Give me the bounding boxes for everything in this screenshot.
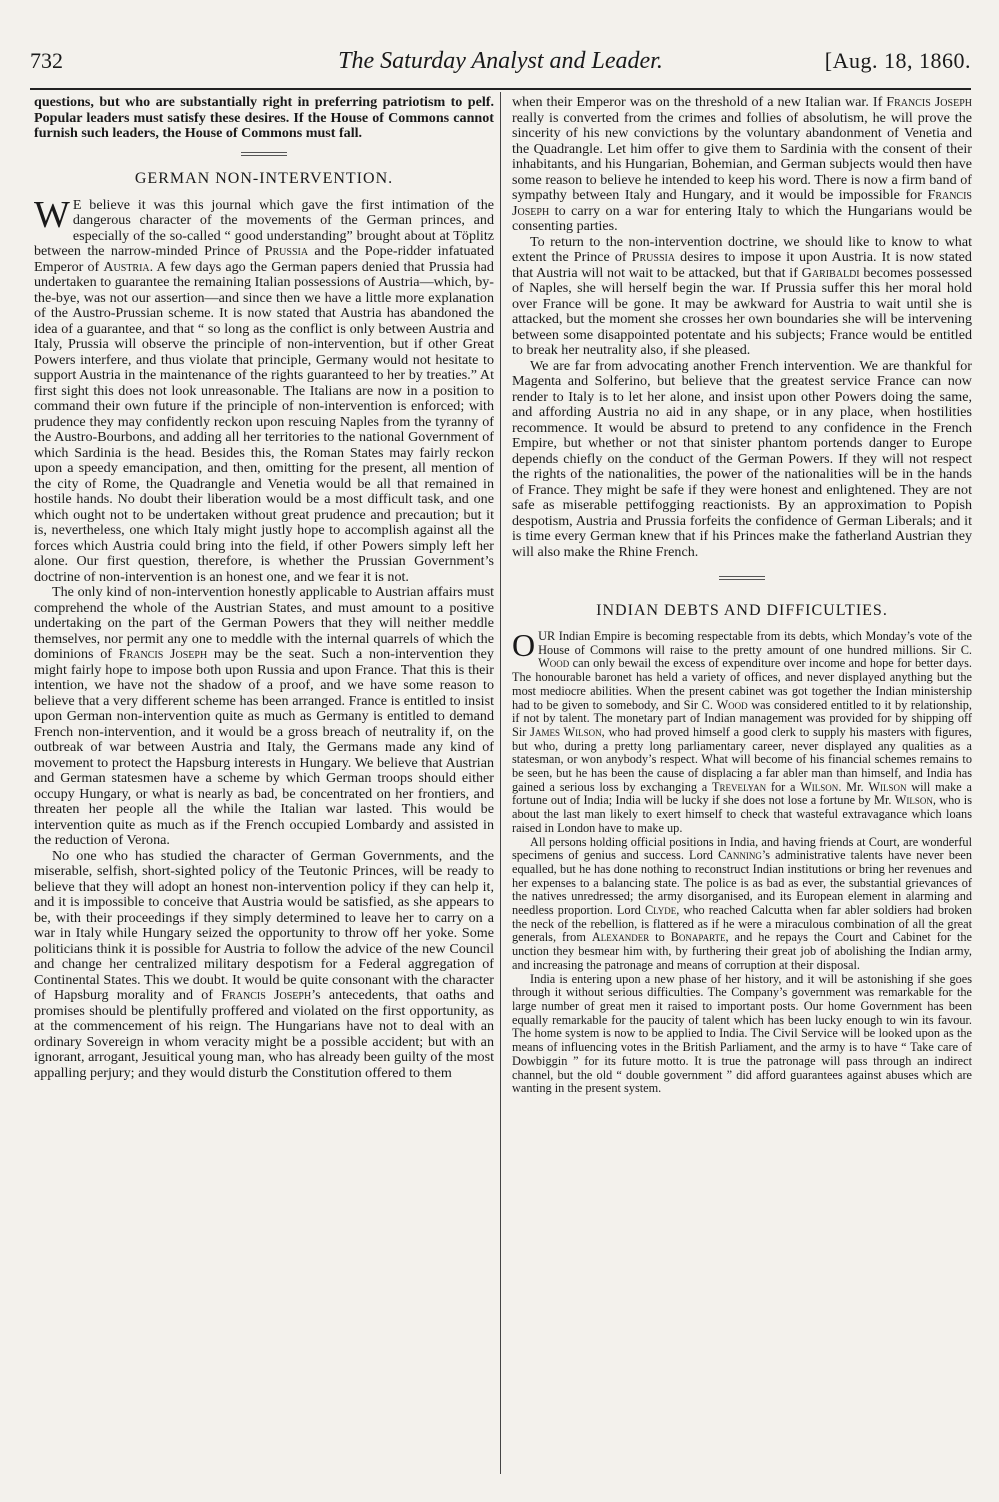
- text-run: will make a fortune out of India; India will be lucky if she does not lose a fortune by Mr.: [512, 779, 972, 808]
- column-divider: [500, 92, 501, 1474]
- text-run: and the Pope-ridder infatuated Emperor of: [34, 243, 494, 275]
- issue-date: [Aug. 18, 1860.: [824, 48, 971, 73]
- text-run: ’s administrative talents have never been equalled, but he has done nothing to reconstruct Indian institutions or bring her revenues and her expenses to a balancing state. The police is as bad as ever, the substantial grievances of the natives unredressed; the army disorganised, and its European element in alarming and needless proportion. Lord: [512, 848, 972, 918]
- name-wood: Wood: [538, 656, 570, 671]
- article-paragraph: India is entering upon a new phase of her history, and it will be astonishing if she goes through it without serious difficulties. The Company’s government was remarkable for the large number of great men it raised to important posts. Our home Government has been equally remarkable for the paucity of talent which has been lucky enough to win its favour. The home system is now to be applied to India. The Civil Service will be looked upon as the means of influencing votes in the British Parliament, and the army is to have “ Take care of Dowbiggin ” for its future motto. It is true the patronage will pass through an indirect channel, but the old “ double government ” did afford guarantees against abuses which are wanting in the present system.: [512, 971, 972, 1096]
- text-run: to carry on a war for entering Italy to which the Hungarians would be consenting parties.: [512, 202, 972, 234]
- text-run: , who had proved himself a good clerk to supply his masters with figures, but who, during a pretty long parliamentary career, never displayed any qualities as a statesman, or won anybody’s respect. What will become of his financial schemes remains to be seen, but he has been the cause of displacing a far abler man than himself, and India has gained a serious loss by exchanging a: [512, 724, 972, 794]
- name-austria: Austria: [103, 258, 150, 275]
- text-run: really is converted from the crimes and follies of absolutism, he will prove the sincerity of his new convictions by the voluntary abandonment of Venetia and the Quadrangle. Let him offer to give them to Sardinia with the consent of their inhabitants, and his Hungarian, Bohemian, and German subjects would then have some reason to believe he intended to keep his word. There is now a firm band of sympathy between Italy and Hungary, and it would be impossible for: [512, 109, 972, 203]
- text-run: No one who has studied the character of German Governments, and the miserable, selfish, short-sighted policy of the Teutonic Princes, will be ready to believe that they will adopt an honest non-intervention policy if they can help it, and it is impossible to conceive that Austria would be satisfied, as she appears to be, with their proceedings if they simply determined to leave her to carry on a war in Italy while Hungary seized the opportunity to throw off her yoke. Some politicians think it is possible for Austria to follow the advice of the new Council and change her centralized military despotism for a Federal aggregation of Continental States. This we doubt. It would be quite consonant with the character of Hapsburg morality and of: [34, 847, 494, 1003]
- text-run: The only kind of non-intervention honestly applicable to Austrian affairs must comprehend the whole of the Austrian States, and must amount to a positive undertaking on the part of the German Powers that they will neither meddle themselves, nor permit any one to meddle with the internal quarrels of which the dominions of: [34, 584, 494, 662]
- publication-title: The Saturday Analyst and Leader.: [338, 48, 663, 74]
- section-divider: [719, 576, 765, 580]
- page-header: [30, 48, 971, 84]
- section-divider: [241, 152, 287, 156]
- text-run: becomes possessed of Naples, she will herself begin the war. If Prussia suffer this her moral hold over France will be gone. It may be awkward for Austria to wait until she is attacked, but the moment she crosses her own boundaries she will be intervening between some disappointed potentate and his subjects; France would be entitled to break her neutrality also, if she pleased.: [512, 264, 972, 358]
- text-run: . A few days ago the German papers denied that Prussia had undertaken to guarantee the remaining Italian possessions of Austria—which, by-the-bye, was not our assertion—and since then we have a little more explanation of the Austro-Prussian scheme. It is now stated that Austria has abandoned the idea of a guarantee, and that “ so long as the conflict is only between Austria and Italy, Prussia will observe the principle of non-intervention, but if other Great Powers interfere, and thus violate that principle, Germany would not hesitate to support Austria in the maintenance of the rights guaranteed to her by treaties.” At first sight this does not look unreasonable. The Italians are now in a position to command their own future if the principle of non-intervention is enforced; with prudence they may confidently reckon upon rescuing Naples from the tyranny of the Austro-Bourbons, and adding all her territories to the national Government of which Sardinia is the head. Besides this, the Roman States may fairly reckon upon a speedy emancipation, and then, omitting for the present, all mention of the city of Rome, the Quadrangle and Venetia would be all that remained in hostile hands. No doubt their liberation would be a most difficult task, and one which ought not to be undertaken without great prudence and precaution; but it is, nevertheless, one which Italy might justly hope to accomplish against all the forces which Austria could bring into the field, if other Powers simply left her alone. Our first question, therefore, is whether the Prussian Government’s doctrine of non-intervention is an honest one, and we fear it is not.: [34, 258, 494, 585]
- text-run: was considered entitled to it by relationship, if not by talent. The monetary part of Indian management was provided for by shipping off Sir: [512, 697, 972, 739]
- right-column: [512, 95, 972, 1470]
- article-title-german-non-intervention: GERMAN NON-INTERVENTION.: [134, 169, 394, 187]
- text-run: to: [649, 930, 671, 945]
- text-run: desires to impose it upon Austria. It is now stated that Austria will not wait to be attacked, but that if: [512, 249, 972, 281]
- article-paragraph: [34, 193, 494, 586]
- name-francis-joseph: Francis Joseph: [221, 987, 312, 1003]
- left-column: [34, 95, 494, 1470]
- text-run: ’s antecedents, that oaths and promises should be plentifully proffered and violated on the first opportunity, as at the commencement of his reign. The Hungarians have not to deal with an ordinary Sovereign in whom veracity might be a possible accident; but with an ignorant, arrogant, Jesuitical young man, who has already been guilty of the most appalling perjury; and they would disturb the Constitution offered to them: [34, 987, 494, 1081]
- article-paragraph: [34, 849, 494, 1082]
- name-garibaldi: Garibaldi: [801, 264, 860, 281]
- text-run: . Mr.: [838, 779, 869, 794]
- text-run: UR Indian Empire is becoming respectable from its debts, which Monday’s vote of the House of Commons will raise to the pretty amount of one hundred millions. Sir C.: [538, 629, 972, 657]
- text-run: when their Emperor was on the threshold of a new Italian war. If: [512, 95, 887, 110]
- article-paragraph: We are far from advocating another French intervention. We are thankful for Magenta and Solferino, but believe that the greatest service France can now render to Italy is to let her alone, and insist upon other Powers doing the same, and affording Austria no aid in any shape, or in any place, when hostilities recommence. It would be absurd to pretend to any confidence in the French Empire, but whether or not that sinister phantom portends danger to Europe depends chiefly on the conduct of the German Powers. If they will not respect the rights of the nationalities, the power of the nationalities will be in the hands of France. They might be safe if they were honest and enlightened. They are not safe as miserable pettifogging reactionists. By an approximation to Popish despotism, Austria and Prussia forfeits the confidence of German Liberals; and it is time every German knew that if his Princes make the fatherland Austrian they will also make the Rhine French.: [512, 357, 972, 560]
- article-paragraph: [512, 627, 972, 836]
- text-run: , who reached Calcutta when far abler soldiers had broken the neck of the rebellion, is flattered as if he were a miraculous combination of all the great generals, from: [512, 903, 972, 945]
- header-rule: [30, 88, 971, 90]
- name-bonaparte: Bonaparte: [670, 930, 726, 945]
- intro-paragraph: questions, but who are substantially right in preferring patriotism to pelf. Popular leaders must satisfy these desires. If the House of Commons cannot furnish such leaders, the House of Commons must fall.: [34, 95, 494, 141]
- article-paragraph: [512, 235, 972, 359]
- text-run: E believe it was this journal which gave the first intimation of the dangerous character of the movements of the German princes, and especially of the so-called “ good understanding” brought about at Töplitz between the narrow-minded Prince of: [34, 196, 494, 259]
- name-wood: Wood: [716, 697, 748, 712]
- name-francis-joseph: Francis Joseph: [886, 95, 972, 110]
- name-francis-joseph: Francis Joseph: [118, 646, 208, 662]
- name-prussia: Prussia: [264, 243, 309, 259]
- name-james-wilson: James Wilson: [530, 724, 602, 739]
- name-alexander: Alexander: [591, 930, 650, 945]
- article-paragraph: [512, 95, 972, 235]
- name-trevelyan: Trevelyan: [712, 779, 767, 794]
- text-run: , who is about the last man likely to exert himself to check that wasteful extravagance which loans raised in London have to make up.: [512, 793, 972, 835]
- article-paragraph: [512, 836, 972, 973]
- page-number: 732: [30, 48, 63, 73]
- text-run: for a: [766, 779, 801, 794]
- article-paragraph: [34, 585, 494, 849]
- name-canning: Canning: [718, 848, 762, 863]
- drop-cap: W: [34, 193, 70, 236]
- name-wilson: Wilson: [868, 779, 907, 794]
- name-wilson: Wilson: [894, 793, 933, 808]
- text-run: can only bewail the excess of expenditure over income and hope for better days. The honourable baronet has held a variety of offices, and never displayed anything but the most mediocre abilities. When the present cabinet was got together the Indian ministership had to be given to somebody, and Sir C.: [512, 656, 972, 712]
- text-run: may be the seat. Such a non-intervention they might fairly hope to impose both upon Russia and upon France. That this is their intention, we have not the shadow of a proof, and we have some reason to believe that a very different scheme has been arranged. France is entitled to insist upon German non-intervention quite as much as Germany is entitled to demand French non-intervention, and it would be a gross breach of neutrality if, on the outbreak of war between Austria and Italy, the Germans made any kind of movement to protect the Hapsburg interests in Hungary. We believe that Austrian and German statesmen have a scheme by which German troops should either occupy Hungary, or what is nearly as bad, be concentrated on her frontiers, and threaten her people all the while the Italian war lasted. This would be intervention quite as much as if the French occupied Lombardy and assisted in the reduction of Verona.: [34, 646, 494, 848]
- drop-cap: O: [512, 627, 536, 663]
- name-prussia: Prussia: [631, 249, 676, 265]
- text-run: To return to the non-intervention doctrine, we should like to know to what extent the Prince of: [512, 233, 972, 265]
- text-run: , and he repays the Court and Cabinet for the unction they besmear him with, by furthering their great job of abolishing the Indian army, and increasing the patronage and means of corruption at their disposal.: [512, 930, 972, 972]
- name-wilson: Wilson: [800, 779, 839, 794]
- article-title-indian-debts: INDIAN DEBTS AND DIFFICULTIES.: [596, 602, 888, 619]
- text-run: All persons holding official positions in India, and having friends at Court, are wonderful specimens of genius and success. Lord: [512, 834, 972, 863]
- name-francis-joseph: Francis Joseph: [512, 187, 972, 219]
- name-clyde: Clyde: [644, 903, 677, 918]
